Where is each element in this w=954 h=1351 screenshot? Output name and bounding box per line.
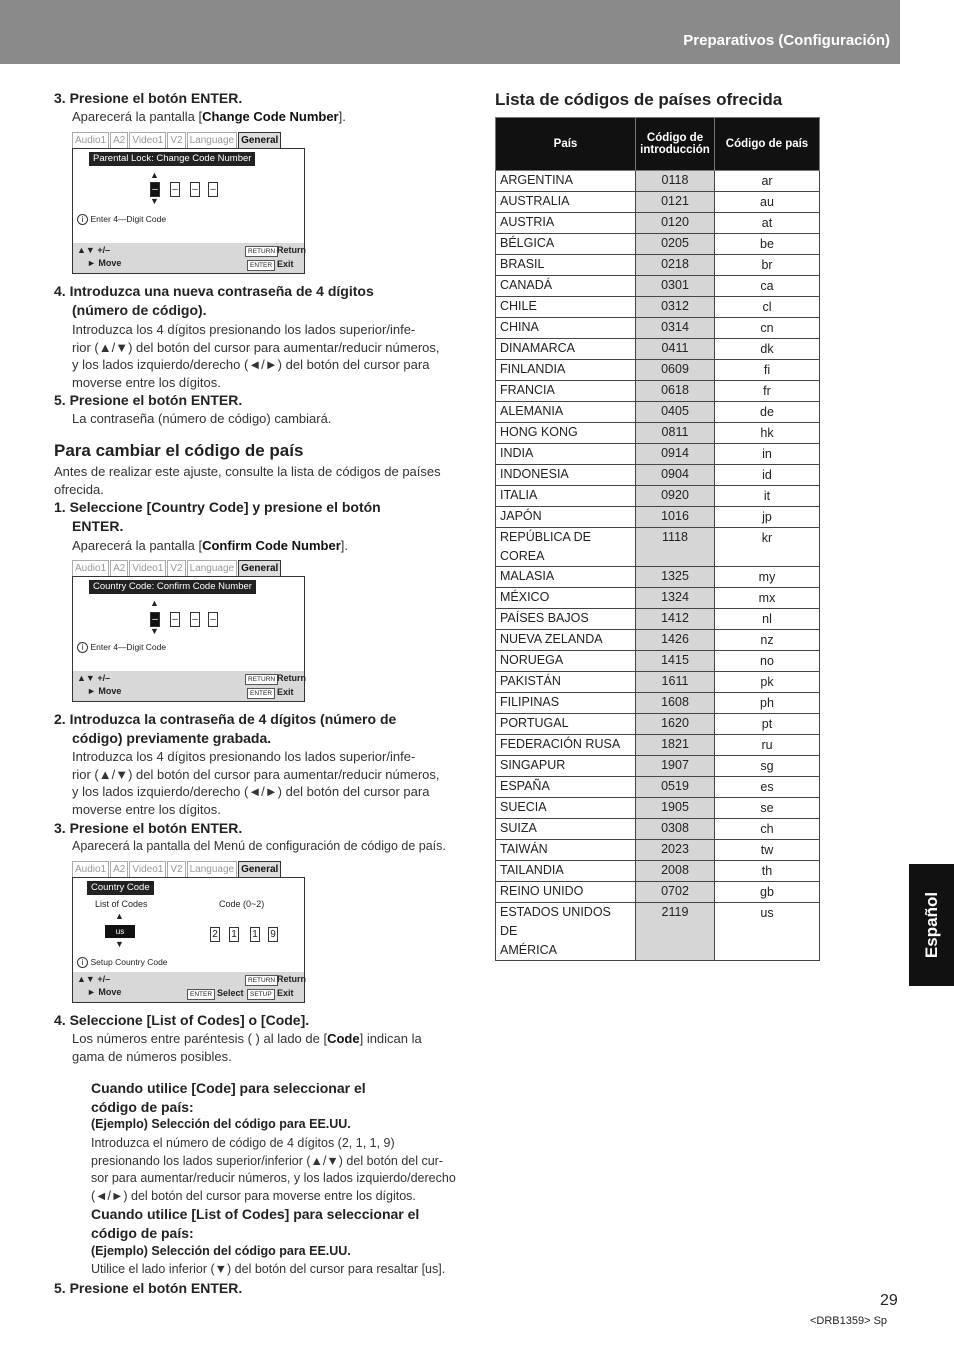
- down-arrow-icon: ▼: [150, 626, 159, 636]
- country-code-cell: fr: [715, 381, 820, 402]
- input-code-cell: 1608: [636, 693, 715, 714]
- table-row: [496, 486, 820, 507]
- code-range-label: Code (0~2): [219, 899, 265, 909]
- table-row: [496, 402, 820, 423]
- step-3a-text: Aparecerá la pantalla [Change Code Number].: [72, 109, 346, 124]
- screen-hint: Setup Country Code: [90, 957, 168, 967]
- country-cell: PAKISTÁN: [496, 672, 636, 693]
- table-row: [496, 444, 820, 465]
- input-code-cell: 1412: [636, 609, 715, 630]
- country-code-cell: ph: [715, 693, 820, 714]
- country-code-cell: at: [715, 213, 820, 234]
- country-cell: FILIPINAS: [496, 693, 636, 714]
- return-label: Return: [277, 974, 306, 984]
- table-row: [496, 609, 820, 630]
- country-code-cell: nz: [715, 630, 820, 651]
- input-code-cell: 0920: [636, 486, 715, 507]
- move-icon: ► Move: [87, 258, 122, 268]
- step-4a-text: Introduzca los 4 dígitos presionando los lados superior/infe- rior (▲/▼) del botón del cursor para aumentar/reducir números, y los lados izquierdo/derecho (◄/►) del botón del cursor para moverse entre los dígitos.: [72, 322, 440, 390]
- country-code-cell: id: [715, 465, 820, 486]
- country-code-cell: gb: [715, 882, 820, 903]
- country-cell: NORUEGA: [496, 651, 636, 672]
- input-code-cell: 1821: [636, 735, 715, 756]
- table-row: [496, 381, 820, 402]
- input-code-cell: 0118: [636, 171, 715, 192]
- country-code-cell: fi: [715, 360, 820, 381]
- input-code-cell: 0205: [636, 234, 715, 255]
- sub1-text: Introduzca el número de código de 4 dígitos (2, 1, 1, 9) presionando los lados superior/inferior (▲/▼) del botón del cur- sor para aumentar/reducir números, y los lados izquierdo/derecho (◄/►) del botón del cursor para moverse entre los dígitos.: [91, 1136, 456, 1203]
- country-cell: INDIA: [496, 444, 636, 465]
- down-arrow-icon: ▼: [115, 939, 124, 949]
- code-digit: 1: [250, 927, 260, 942]
- enter-button: ENTER: [247, 688, 275, 699]
- input-code-cell: 1611: [636, 672, 715, 693]
- country-code-cell: be: [715, 234, 820, 255]
- input-code-cell: 0702: [636, 882, 715, 903]
- up-arrow-icon: ▲: [115, 911, 124, 921]
- country-code-cell: sg: [715, 756, 820, 777]
- input-code-cell: 0121: [636, 192, 715, 213]
- input-code-cell: 0609: [636, 360, 715, 381]
- step-3a-title: 3. Presione el botón ENTER.: [54, 90, 243, 106]
- input-code-cell: 0411: [636, 339, 715, 360]
- step-2-title: 2. Introduzca la contraseña de 4 dígitos (número de código) previamente grabada.: [54, 711, 397, 746]
- setup-button: SETUP: [247, 989, 275, 1000]
- digit-box: –: [170, 612, 180, 627]
- table-row: [496, 840, 820, 861]
- country-cell: CANADÁ: [496, 276, 636, 297]
- updown-icon: ▲▼ +/–: [77, 974, 111, 984]
- digit-box: –: [190, 612, 200, 627]
- table-row: [496, 798, 820, 819]
- country-cell: ARGENTINA: [496, 171, 636, 192]
- input-code-cell: 1324: [636, 588, 715, 609]
- country-cell: TAILANDIA: [496, 861, 636, 882]
- input-code-cell: 0120: [636, 213, 715, 234]
- input-code-cell: 0301: [636, 276, 715, 297]
- move-icon: ► Move: [87, 686, 122, 696]
- step-4b-title: 4. Seleccione [List of Codes] o [Code].: [54, 1012, 310, 1028]
- step-3b-title: 3. Presione el botón ENTER.: [54, 820, 243, 836]
- table-row: [496, 297, 820, 318]
- country-code-cell: nl: [715, 609, 820, 630]
- input-code-cell: 0519: [636, 777, 715, 798]
- input-code-cell: 1426: [636, 630, 715, 651]
- input-code-cell: 1415: [636, 651, 715, 672]
- screen-tabs: Audio1 A2 Video1 V2 Language General: [72, 560, 282, 576]
- section-intro: Antes de realizar este ajuste, consulte la lista de códigos de países ofrecida.: [54, 464, 441, 497]
- country-code-cell: in: [715, 444, 820, 465]
- country-code-cell: pk: [715, 672, 820, 693]
- table-row: [496, 819, 820, 840]
- input-code-cell: 0405: [636, 402, 715, 423]
- table-row: [496, 714, 820, 735]
- doc-code: <DRB1359> Sp: [810, 1315, 888, 1327]
- info-icon: i: [77, 214, 88, 225]
- country-cell: BRASIL: [496, 255, 636, 276]
- step-1-title: 1. Seleccione [Country Code] y presione el botón ENTER.: [54, 499, 381, 534]
- screen-tabs: Audio1 A2 Video1 V2 Language General: [72, 861, 282, 877]
- enter-button: ENTER: [247, 260, 275, 271]
- table-row: [496, 630, 820, 651]
- input-code-cell: 1118: [636, 528, 715, 567]
- table-row: [496, 777, 820, 798]
- country-cell: AUSTRALIA: [496, 192, 636, 213]
- col-header-input-code: Código de introducción: [636, 118, 715, 171]
- country-code-cell: hk: [715, 423, 820, 444]
- country-code-cell: ca: [715, 276, 820, 297]
- screen-confirm-code: [72, 560, 305, 702]
- country-code-cell: dk: [715, 339, 820, 360]
- digit-box: –: [150, 182, 160, 197]
- screen-hint: Enter 4—Digit Code: [90, 214, 167, 224]
- country-cell: MÉXICO: [496, 588, 636, 609]
- input-code-cell: 0314: [636, 318, 715, 339]
- country-cell: TAIWÁN: [496, 840, 636, 861]
- up-arrow-icon: ▲: [150, 170, 159, 180]
- section-heading: Para cambiar el código de país: [54, 441, 304, 460]
- code-digit: 2: [210, 927, 220, 942]
- table-row: [496, 213, 820, 234]
- step-5b-title: 5. Presione el botón ENTER.: [54, 1280, 243, 1296]
- country-cell: ESPAÑA: [496, 777, 636, 798]
- return-button: RETURN: [245, 246, 278, 257]
- country-code-cell: br: [715, 255, 820, 276]
- country-cell: PAÍSES BAJOS: [496, 609, 636, 630]
- screen-tabs: Audio1 A2 Video1 V2 Language General: [72, 132, 282, 148]
- code-digit: 1: [229, 927, 239, 942]
- return-button: RETURN: [245, 674, 278, 685]
- country-code-cell: mx: [715, 588, 820, 609]
- country-cell: ALEMANIA: [496, 402, 636, 423]
- sub2-text: Utilice el lado inferior (▼) del botón del cursor para resaltar [us].: [91, 1262, 446, 1276]
- screen-label: Parental Lock: Change Code Number: [89, 152, 255, 166]
- input-code-cell: 0218: [636, 255, 715, 276]
- page-number: 29: [880, 1292, 898, 1309]
- country-code-cell: ch: [715, 819, 820, 840]
- country-code-cell: ar: [715, 171, 820, 192]
- country-cell: CHINA: [496, 318, 636, 339]
- table-row: [496, 693, 820, 714]
- step-5a-title: 5. Presione el botón ENTER.: [54, 392, 243, 408]
- country-cell: HONG KONG: [496, 423, 636, 444]
- input-code-cell: 0308: [636, 819, 715, 840]
- down-arrow-icon: ▼: [150, 196, 159, 206]
- screen-label: Country Code: Confirm Code Number: [89, 580, 256, 594]
- country-code-cell: jp: [715, 507, 820, 528]
- exit-label: Exit: [277, 687, 294, 697]
- step-5a-text: La contraseña (número de código) cambiará.: [72, 411, 332, 426]
- table-row: [496, 567, 820, 588]
- country-code-cell: th: [715, 861, 820, 882]
- country-code-cell: pt: [715, 714, 820, 735]
- col-header-country: País: [496, 118, 636, 171]
- return-button: RETURN: [245, 975, 278, 986]
- country-cell: SINGAPUR: [496, 756, 636, 777]
- input-code-cell: 1905: [636, 798, 715, 819]
- info-icon: i: [77, 642, 88, 653]
- screen-country-code: [72, 861, 305, 1003]
- code-digit: 9: [268, 927, 278, 942]
- up-arrow-icon: ▲: [150, 598, 159, 608]
- step-2-text: Introduzca los 4 dígitos presionando los lados superior/infe- rior (▲/▼) del botón del cursor para aumentar/reducir números, y los lados izquierdo/derecho (◄/►) del botón del cursor para moverse entre los dígitos.: [72, 749, 440, 817]
- screen-label: Country Code: [87, 881, 154, 895]
- table-row: [496, 735, 820, 756]
- step-4a-title: 4. Introduzca una nueva contraseña de 4 dígitos (número de código).: [54, 283, 374, 318]
- country-code-cell: cl: [715, 297, 820, 318]
- table-row: [496, 360, 820, 381]
- input-code-cell: 0618: [636, 381, 715, 402]
- table-heading: Lista de códigos de países ofrecida: [495, 90, 783, 109]
- country-code-cell: es: [715, 777, 820, 798]
- screen-change-code: [72, 132, 305, 274]
- screen-hint: Enter 4—Digit Code: [90, 642, 167, 652]
- table-row: [496, 255, 820, 276]
- table-row: [496, 756, 820, 777]
- country-cell: BÉLGICA: [496, 234, 636, 255]
- table-row: [496, 423, 820, 444]
- step-4b-text: Los números entre paréntesis ( ) al lado de [Code] indican la gama de números posibles.: [72, 1031, 422, 1064]
- list-value: us: [105, 925, 135, 938]
- input-code-cell: 1325: [636, 567, 715, 588]
- sub2-example: (Ejemplo) Selección del código para EE.UU.: [91, 1244, 351, 1258]
- table-row: [496, 465, 820, 486]
- country-cell: ESTADOS UNIDOS DE AMÉRICA: [496, 903, 636, 961]
- country-cell: PORTUGAL: [496, 714, 636, 735]
- country-cell: FRANCIA: [496, 381, 636, 402]
- country-code-cell: no: [715, 651, 820, 672]
- table-row: [496, 651, 820, 672]
- digit-box: –: [208, 182, 218, 197]
- country-code-cell: it: [715, 486, 820, 507]
- table-row: [496, 861, 820, 882]
- digit-box: –: [208, 612, 218, 627]
- select-label: Select: [217, 988, 244, 998]
- input-code-cell: 0914: [636, 444, 715, 465]
- country-cell: REPÚBLICA DE COREA: [496, 528, 636, 567]
- input-code-cell: 2023: [636, 840, 715, 861]
- country-cell: CHILE: [496, 297, 636, 318]
- country-cell: MALASIA: [496, 567, 636, 588]
- input-code-cell: 1907: [636, 756, 715, 777]
- table-row: [496, 903, 820, 961]
- language-tab: [909, 864, 954, 986]
- input-code-cell: 2119: [636, 903, 715, 961]
- country-cell: FINLANDIA: [496, 360, 636, 381]
- table-row: [496, 234, 820, 255]
- table-row: [496, 192, 820, 213]
- table-row: [496, 318, 820, 339]
- input-code-cell: 2008: [636, 861, 715, 882]
- digit-box: –: [190, 182, 200, 197]
- move-icon: ► Move: [87, 987, 122, 997]
- section-title: Preparativos (Configuración): [683, 32, 890, 49]
- table-row: [496, 276, 820, 297]
- country-cell: JAPÓN: [496, 507, 636, 528]
- country-cell: ITALIA: [496, 486, 636, 507]
- country-code-cell: my: [715, 567, 820, 588]
- country-code-cell: cn: [715, 318, 820, 339]
- digit-box: –: [170, 182, 180, 197]
- enter-button: ENTER: [187, 989, 215, 1000]
- table-row: [496, 339, 820, 360]
- country-cell: NUEVA ZELANDA: [496, 630, 636, 651]
- country-code-table: [495, 117, 820, 961]
- table-row: [496, 171, 820, 192]
- country-code-cell: us: [715, 903, 820, 961]
- input-code-cell: 1620: [636, 714, 715, 735]
- input-code-cell: 0811: [636, 423, 715, 444]
- return-label: Return: [277, 245, 306, 255]
- exit-label: Exit: [277, 259, 294, 269]
- table-row: [496, 588, 820, 609]
- sub2-title: Cuando utilice [List of Codes] para seleccionar el código de país:: [91, 1206, 420, 1241]
- country-cell: SUECIA: [496, 798, 636, 819]
- country-code-cell: kr: [715, 528, 820, 567]
- country-code-cell: tw: [715, 840, 820, 861]
- updown-icon: ▲▼ +/–: [77, 673, 111, 683]
- country-cell: REINO UNIDO: [496, 882, 636, 903]
- country-cell: SUIZA: [496, 819, 636, 840]
- exit-label: Exit: [277, 988, 294, 998]
- input-code-cell: 0904: [636, 465, 715, 486]
- sub1-title: Cuando utilice [Code] para seleccionar el código de país:: [91, 1080, 366, 1115]
- input-code-cell: 0312: [636, 297, 715, 318]
- table-row: [496, 507, 820, 528]
- table-row: [496, 528, 820, 567]
- step-1-text: Aparecerá la pantalla [Confirm Code Number].: [72, 538, 348, 553]
- digit-box: –: [150, 612, 160, 627]
- list-of-codes-label: List of Codes: [95, 899, 148, 909]
- country-cell: INDONESIA: [496, 465, 636, 486]
- input-code-cell: 1016: [636, 507, 715, 528]
- country-code-cell: de: [715, 402, 820, 423]
- country-cell: AUSTRIA: [496, 213, 636, 234]
- step-3b-text: Aparecerá la pantalla del Menú de configuración de código de país.: [72, 839, 446, 853]
- country-code-cell: au: [715, 192, 820, 213]
- col-header-country-code: Código de país: [715, 118, 820, 171]
- country-code-cell: ru: [715, 735, 820, 756]
- return-label: Return: [277, 673, 306, 683]
- country-cell: FEDERACIÓN RUSA: [496, 735, 636, 756]
- country-cell: DINAMARCA: [496, 339, 636, 360]
- country-code-cell: se: [715, 798, 820, 819]
- language-tab-label: Español: [921, 891, 941, 959]
- sub1-example: (Ejemplo) Selección del código para EE.UU.: [91, 1117, 351, 1131]
- table-row: [496, 672, 820, 693]
- updown-icon: ▲▼ +/–: [77, 245, 111, 255]
- table-row: [496, 882, 820, 903]
- info-icon: i: [77, 957, 88, 968]
